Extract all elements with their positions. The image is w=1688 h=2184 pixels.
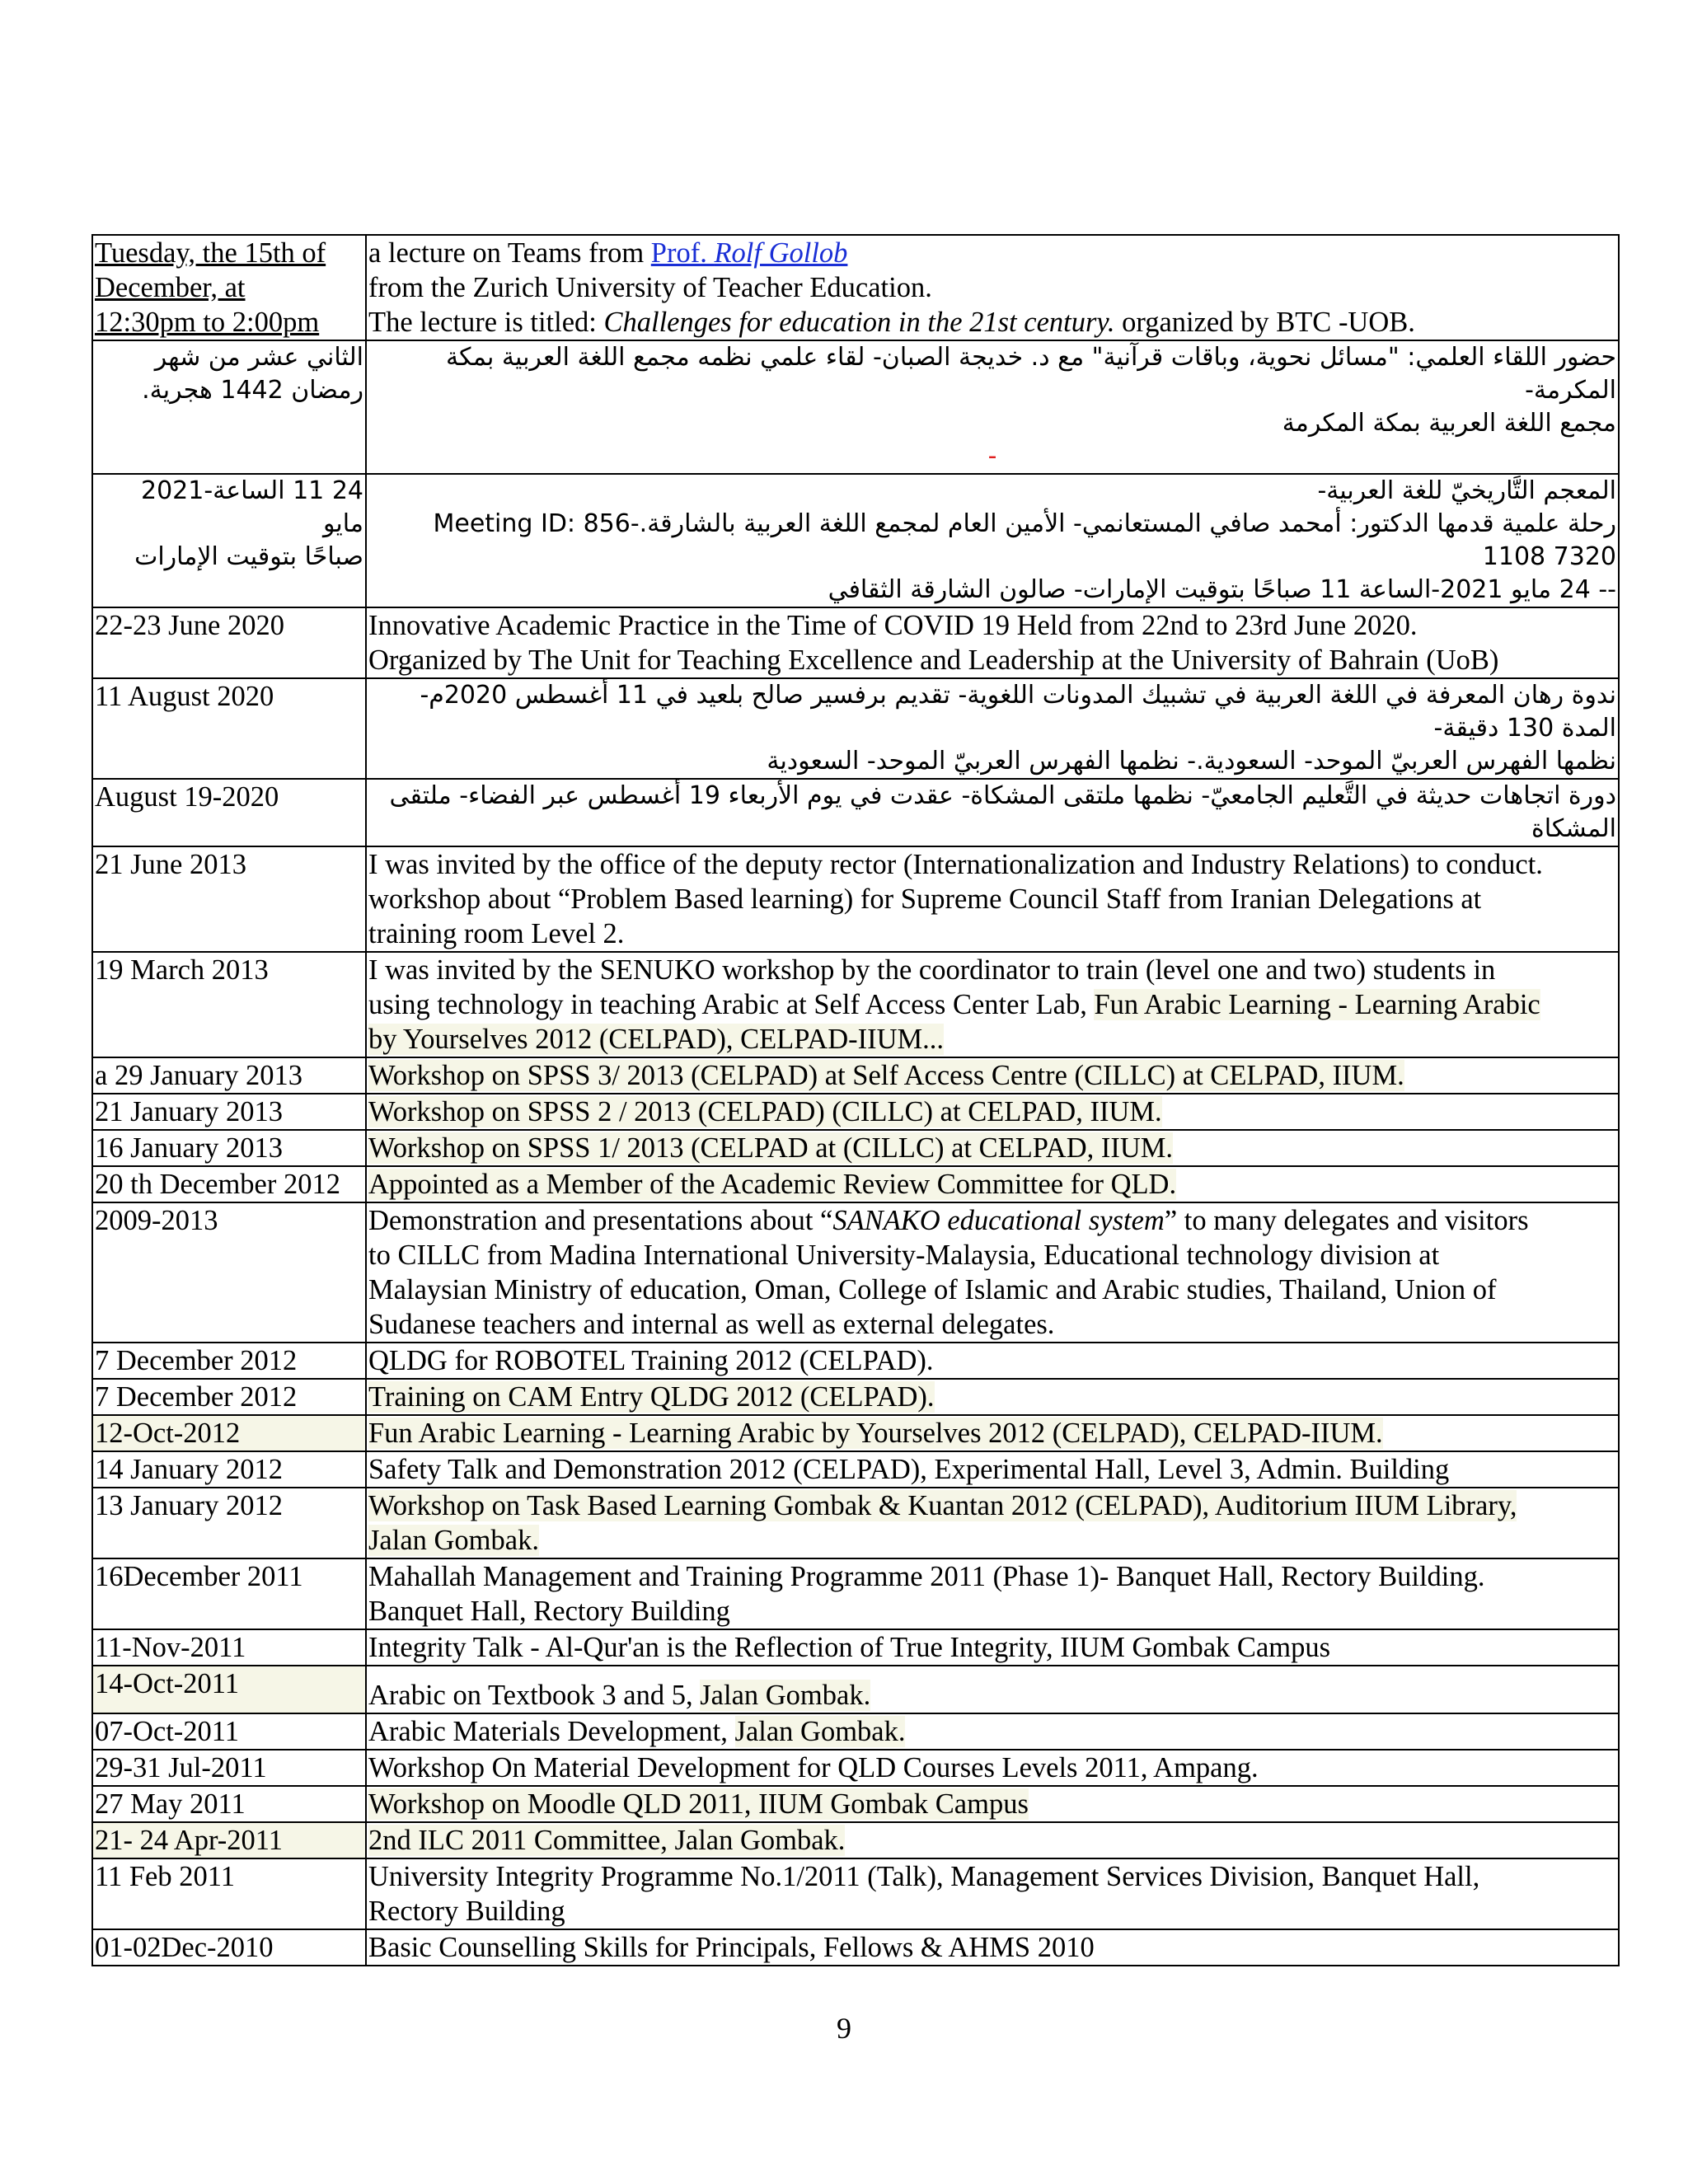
description-cell: Safety Talk and Demonstration 2012 (CELPAD), Experimental Hall, Level 3, Admin. Building xyxy=(366,1451,1619,1488)
description-cell xyxy=(366,340,1619,474)
highlighted-text: Workshop on SPSS 1/ 2013 (CELPAD at (CILLC) at CELPAD, IIUM. xyxy=(368,1132,1174,1164)
table-row xyxy=(92,1629,1619,1666)
description-cell xyxy=(366,952,1619,1057)
date-cell: 11-Nov-2011 xyxy=(92,1629,366,1666)
table-row xyxy=(92,1166,1619,1202)
table-row xyxy=(92,1666,1619,1713)
date-cell: 16 January 2013 xyxy=(92,1130,366,1166)
date-cell xyxy=(92,474,366,607)
highlighted-text: Training on CAM Entry QLDG 2012 (CELPAD). xyxy=(368,1381,935,1413)
date-cell: 20 th December 2012 xyxy=(92,1166,366,1202)
red-dash-mark: - xyxy=(987,442,997,471)
date-cell: 11 Feb 2011 xyxy=(92,1858,366,1929)
table-row xyxy=(92,779,1619,846)
description-cell xyxy=(366,678,1619,779)
date-cell: 7 December 2012 xyxy=(92,1343,366,1379)
highlighted-text: by Yourselves 2012 (CELPAD), CELPAD-IIUM... xyxy=(368,1024,945,1055)
date-cell: 13 January 2012 xyxy=(92,1488,366,1558)
desc-text: المعجم التَّاريخيّ للغة العربية- xyxy=(1317,476,1616,505)
description-cell: Workshop On Material Development for QLD Courses Levels 2011, Ampang. xyxy=(366,1750,1619,1786)
table-row xyxy=(92,1713,1619,1750)
table-row xyxy=(92,1130,1619,1166)
activities-table xyxy=(91,234,1620,1966)
date-line: 24 11 الساعة-2021 مايو xyxy=(140,476,363,538)
table-row xyxy=(92,1379,1619,1415)
table-row xyxy=(92,1202,1619,1343)
date-cell: 22-23 June 2020 xyxy=(92,607,366,678)
desc-text: Arabic on Textbook 3 and 5, xyxy=(368,1680,701,1711)
page-content xyxy=(91,234,1618,1966)
table-row xyxy=(92,235,1619,340)
highlighted-text: Workshop on SPSS 3/ 2013 (CELPAD) at Self Access Centre (CILLC) at CELPAD, IIUM. xyxy=(368,1060,1404,1091)
desc-text: from the Zurich University of Teacher Education. xyxy=(368,272,932,303)
description-cell xyxy=(366,607,1619,678)
description-cell xyxy=(366,1786,1619,1822)
date-cell: 16December 2011 xyxy=(92,1558,366,1629)
date-cell: 19 March 2013 xyxy=(92,952,366,1057)
table-row xyxy=(92,474,1619,607)
table-row xyxy=(92,1929,1619,1966)
description-cell xyxy=(366,1202,1619,1343)
date-cell: 14 January 2012 xyxy=(92,1451,366,1488)
highlighted-text: Jalan Gombak. xyxy=(734,1716,906,1747)
date-cell: 21 June 2013 xyxy=(92,846,366,952)
desc-text: using technology in teaching Arabic at Self Access Center Lab, xyxy=(368,989,1095,1020)
description-cell xyxy=(366,1415,1619,1451)
date-line: صباحًا بتوقيت الإمارات xyxy=(134,542,363,571)
table-row xyxy=(92,678,1619,779)
date-cell: 27 May 2011 xyxy=(92,1786,366,1822)
desc-text: دورة اتجاهات حديثة في التَّعليم الجامعيّ- نظمها ملتقى المشكاة- عقدت في يوم الأربعاء 19 أغسطس عبر الفضاء- ملتقى المشكاة xyxy=(389,781,1616,843)
table-row xyxy=(92,1488,1619,1558)
description-cell xyxy=(366,1713,1619,1750)
description-cell: Integrity Talk - Al-Qur'an is the Reflection of True Integrity, IIUM Gombak Campus xyxy=(366,1629,1619,1666)
description-cell xyxy=(366,235,1619,340)
desc-text: Banquet Hall, Rectory Building xyxy=(368,1596,730,1627)
system-name: SANAKO educational system xyxy=(832,1205,1165,1236)
table-row xyxy=(92,1558,1619,1629)
desc-text: Organized by The Unit for Teaching Excellence and Leadership at the University of Bahrain (UoB) xyxy=(368,644,1499,676)
date-line: December, at xyxy=(95,272,246,303)
table-row xyxy=(92,1750,1619,1786)
desc-text: ندوة رهان المعرفة في اللغة العربية في تشبيك المدونات اللغوية- تقديم برفسير صالح بلعيد في 11 أغسطس 2020م- المدة 130 دقيقة- xyxy=(420,681,1616,743)
date-line: Tuesday, the 15th of xyxy=(95,237,326,269)
table-row xyxy=(92,952,1619,1057)
desc-text: Rectory Building xyxy=(368,1896,565,1927)
highlighted-text: Workshop on Task Based Learning Gombak & Kuantan 2012 (CELPAD), Auditorium IIUM Library, xyxy=(368,1490,1517,1521)
table-row xyxy=(92,1786,1619,1822)
desc-text: workshop about “Problem Based learning) for Supreme Council Staff from Iranian Delegations at xyxy=(368,883,1482,915)
description-cell xyxy=(366,779,1619,846)
date-cell: 01-02Dec-2010 xyxy=(92,1929,366,1966)
desc-text: training room Level 2. xyxy=(368,918,625,949)
table-row xyxy=(92,1822,1619,1858)
desc-text: University Integrity Programme No.1/2011 (Talk), Management Services Division, Banquet Hall, xyxy=(368,1861,1480,1892)
desc-text: organized by BTC -UOB. xyxy=(1114,307,1415,338)
highlighted-text: Jalan Gombak. xyxy=(368,1525,539,1556)
date-cell: a 29 January 2013 xyxy=(92,1057,366,1094)
desc-text: مجمع اللغة العربية بمكة المكرمة xyxy=(1282,409,1616,438)
date-cell: 21 January 2013 xyxy=(92,1094,366,1130)
highlighted-text: Workshop on Moodle QLD 2011, IIUM Gombak Campus xyxy=(368,1788,1029,1820)
date-cell xyxy=(92,235,366,340)
lecture-title: Challenges for education in the 21st century. xyxy=(603,307,1115,338)
table-row xyxy=(92,1415,1619,1451)
desc-text: to CILLC from Madina International University-Malaysia, Educational technology division at xyxy=(368,1240,1440,1271)
date-line: رمضان 1442 هجرية. xyxy=(142,376,363,405)
desc-text: -- 24 مايو 2021-الساعة 11 صباحًا بتوقيت الإمارات- صالون الشارقة الثقافي xyxy=(828,575,1616,604)
table-row xyxy=(92,1343,1619,1379)
date-cell: 12-Oct-2012 xyxy=(92,1415,366,1451)
description-cell xyxy=(366,1558,1619,1629)
description-cell xyxy=(366,1379,1619,1415)
highlighted-text: Workshop on SPSS 2 / 2013 (CELPAD) (CILLC) at CELPAD, IIUM. xyxy=(368,1096,1162,1127)
desc-text: I was invited by the SENUKO workshop by the coordinator to train (level one and two) students in xyxy=(368,954,1496,986)
lecturer-link[interactable]: Prof. Rolf Gollob xyxy=(650,237,848,269)
desc-text: Arabic Materials Development, xyxy=(368,1716,735,1747)
date-cell: 14-Oct-2011 xyxy=(92,1666,366,1713)
desc-text: Malaysian Ministry of education, Oman, College of Islamic and Arabic studies, Thailand, Union of xyxy=(368,1274,1497,1305)
table-row xyxy=(92,340,1619,474)
description-cell xyxy=(366,1166,1619,1202)
description-cell: QLDG for ROBOTEL Training 2012 (CELPAD). xyxy=(366,1343,1619,1379)
description-cell xyxy=(366,1822,1619,1858)
date-cell: 2009-2013 xyxy=(92,1202,366,1343)
date-cell: August 19-2020 xyxy=(92,779,366,846)
table-row xyxy=(92,1858,1619,1929)
date-line: 12:30pm to 2:00pm xyxy=(95,307,320,338)
date-cell xyxy=(92,340,366,474)
description-cell: Basic Counselling Skills for Principals, Fellows & AHMS 2010 xyxy=(366,1929,1619,1966)
desc-text: a lecture on Teams from xyxy=(368,237,651,269)
desc-text: حضور اللقاء العلمي: "مسائل نحوية، وباقات قرآنية" مع د. خديجة الصبان- لقاء علمي نظمه مجمع اللغة العربية بمكة المكرمة- xyxy=(446,343,1616,405)
desc-text: The lecture is titled: xyxy=(368,307,604,338)
desc-text: Demonstration and presentations about “ xyxy=(368,1205,833,1236)
highlighted-text: Jalan Gombak. xyxy=(700,1680,871,1711)
table-row xyxy=(92,1451,1619,1488)
highlighted-text: Fun Arabic Learning - Learning Arabic xyxy=(1094,989,1540,1020)
date-cell: 11 August 2020 xyxy=(92,678,366,779)
date-cell: 7 December 2012 xyxy=(92,1379,366,1415)
desc-text: ” to many delegates and visitors xyxy=(1164,1205,1529,1236)
desc-text: رحلة علمية قدمها الدكتور: أمحمد صافي المستعانمي- الأمين العام لمجمع اللغة العربية بالشارقة.-Meeting ID: 856 1108 7320 xyxy=(433,509,1616,571)
description-cell xyxy=(366,1057,1619,1094)
table-row xyxy=(92,846,1619,952)
date-cell: 07-Oct-2011 xyxy=(92,1713,366,1750)
page-number: 9 xyxy=(837,2012,851,2045)
table-row xyxy=(92,607,1619,678)
desc-text: نظمها الفهرس العربيّ الموحد- السعودية.- نظمها الفهرس العربيّ الموحد- السعودية xyxy=(767,747,1616,776)
description-cell xyxy=(366,1130,1619,1166)
desc-text: Sudanese teachers and internal as well as external delegates. xyxy=(368,1309,1055,1340)
table-row xyxy=(92,1094,1619,1130)
description-cell xyxy=(366,1666,1619,1713)
highlighted-text: 2nd ILC 2011 Committee, Jalan Gombak. xyxy=(368,1825,846,1856)
date-cell: 21- 24 Apr-2011 xyxy=(92,1822,366,1858)
date-cell: 29-31 Jul-2011 xyxy=(92,1750,366,1786)
desc-text: Mahallah Management and Training Programme 2011 (Phase 1)- Banquet Hall, Rectory Building. xyxy=(368,1561,1485,1592)
description-cell xyxy=(366,1094,1619,1130)
date-line: الثاني عشر من شهر xyxy=(154,343,363,372)
desc-text: I was invited by the office of the deputy rector (Internationalization and Industry Relations) to conduct. xyxy=(368,849,1543,880)
description-cell xyxy=(366,474,1619,607)
highlighted-text: Appointed as a Member of the Academic Review Committee for QLD. xyxy=(368,1169,1177,1200)
description-cell xyxy=(366,846,1619,952)
desc-text: Innovative Academic Practice in the Time of COVID 19 Held from 22nd to 23rd June 2020. xyxy=(368,610,1418,641)
description-cell xyxy=(366,1858,1619,1929)
description-cell xyxy=(366,1488,1619,1558)
table-row xyxy=(92,1057,1619,1094)
highlighted-text: Fun Arabic Learning - Learning Arabic by Yourselves 2012 (CELPAD), CELPAD-IIUM. xyxy=(368,1418,1383,1449)
